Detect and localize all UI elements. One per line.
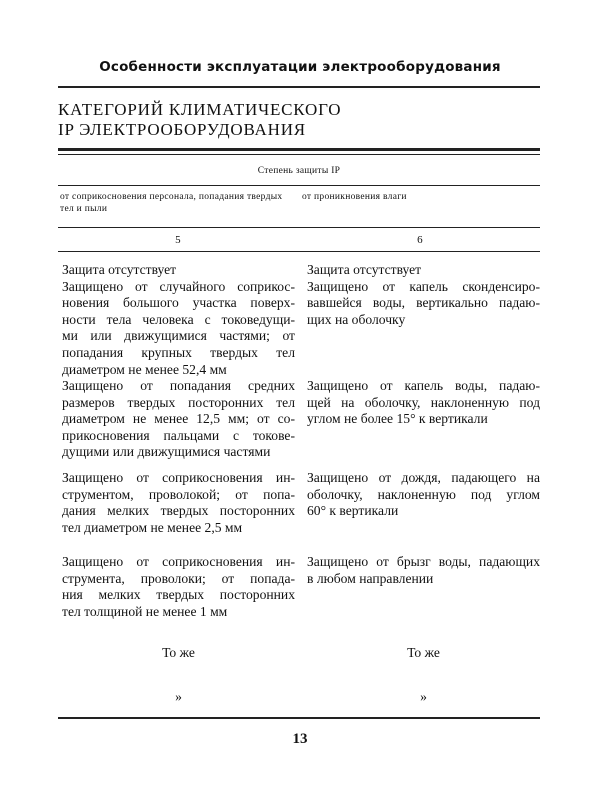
cell-line: Защищено от дождя, падающего на	[307, 470, 540, 485]
table-top-rule-thick	[58, 148, 540, 151]
cell-line: Защищено от попадания средних	[62, 378, 295, 393]
table-cell-solids	[62, 470, 295, 536]
cell-line: тел толщиной не менее 1 мм	[62, 603, 228, 619]
cell-line: Защита отсутствует	[307, 262, 422, 277]
cell-line: прикосновения пальцами с токове-	[62, 427, 295, 443]
header-rule	[58, 86, 540, 88]
cell-line: ния мелких твердых посторонних	[62, 587, 295, 603]
table-group-header: Степень защиты IP	[257, 166, 341, 176]
cell-line: попадания крупных твердых тел	[62, 344, 295, 360]
cell-line: ности тела человека с токоведущи-	[62, 311, 295, 327]
running-header: Особенности эксплуатации электрооборудования	[99, 59, 501, 75]
cell-line: щей на оболочку, наклоненную под	[307, 394, 540, 410]
cell-line: Защита отсутствует	[62, 262, 177, 277]
cell-line: Защищено от капель сконденсиро-	[307, 278, 540, 294]
cell-line: 60° к вертикали	[307, 503, 399, 519]
cell-line: Защищено от соприкосновения ин-	[62, 554, 295, 569]
table-rule	[58, 227, 540, 228]
cell-line: Защищено от брызг воды, падающих	[307, 554, 540, 569]
column-number-5: 5	[175, 234, 181, 246]
table-cell-moisture	[307, 689, 540, 706]
cell-line: дущими или движущимися частями	[62, 444, 271, 460]
cell-line: новения большого участка поверх-	[62, 295, 295, 311]
cell-line: диаметром не менее 52,4 мм	[62, 361, 227, 377]
cell-line: »	[175, 689, 182, 704]
table-cell-moisture	[307, 645, 540, 662]
cell-line: оболочку, наклоненную под углом	[307, 486, 540, 502]
cell-line: диаметром не менее 12,5 мм; от со-	[62, 411, 295, 427]
cell-line: размеров твердых посторонних тел	[62, 394, 295, 410]
cell-line: дания мелких твердых посторонних	[62, 503, 295, 519]
table-cell-solids	[62, 262, 295, 378]
cell-line: »	[420, 689, 427, 704]
column-header-solids: от соприкосновения персонала, попадания твердых тел и пыли	[60, 192, 283, 214]
cell-line: Защищено от соприкосновения ин-	[62, 470, 295, 485]
cell-line: струментом, проволокой; от попа-	[62, 486, 295, 502]
table-top-rule-thin	[58, 154, 540, 155]
table-rule	[58, 185, 540, 186]
table-cell-moisture	[307, 378, 540, 428]
table-cell-moisture	[307, 470, 540, 520]
table-cell-moisture	[307, 262, 540, 328]
section-title-line-2: IP ЭЛЕКТРООБОРУДОВАНИЯ	[58, 120, 306, 139]
cell-line: вавшейся воды, вертикально падаю-	[307, 295, 540, 311]
cell-line: То же	[162, 645, 195, 660]
table-cell-solids	[62, 689, 295, 706]
cell-line: То же	[407, 645, 440, 660]
table-rule	[58, 251, 540, 252]
table-cell-solids	[62, 554, 295, 620]
cell-line: струмента, проволоки; от попада-	[62, 570, 295, 586]
section-title-line-1: КАТЕГОРИЙ КЛИМАТИЧЕСКОГО	[58, 100, 342, 119]
cell-line: тел диаметром не менее 2,5 мм	[62, 519, 243, 535]
cell-line: ми или движущимися частями; от	[62, 328, 295, 344]
cell-line: Защищено от капель воды, падаю-	[307, 378, 540, 393]
column-header-moisture: от проникновения влаги	[302, 192, 407, 202]
cell-line: в любом направлении	[307, 570, 434, 586]
column-number-6: 6	[417, 234, 423, 246]
table-cell-solids	[62, 378, 295, 461]
cell-line: Защищено от случайного соприкос-	[62, 278, 295, 294]
table-cell-solids	[62, 645, 295, 662]
page-number: 13	[292, 731, 308, 747]
table-cell-moisture	[307, 554, 540, 587]
cell-line: щих на оболочку	[307, 311, 406, 327]
table-bottom-rule	[58, 717, 540, 719]
cell-line: углом не более 15° к вертикали	[307, 411, 488, 427]
